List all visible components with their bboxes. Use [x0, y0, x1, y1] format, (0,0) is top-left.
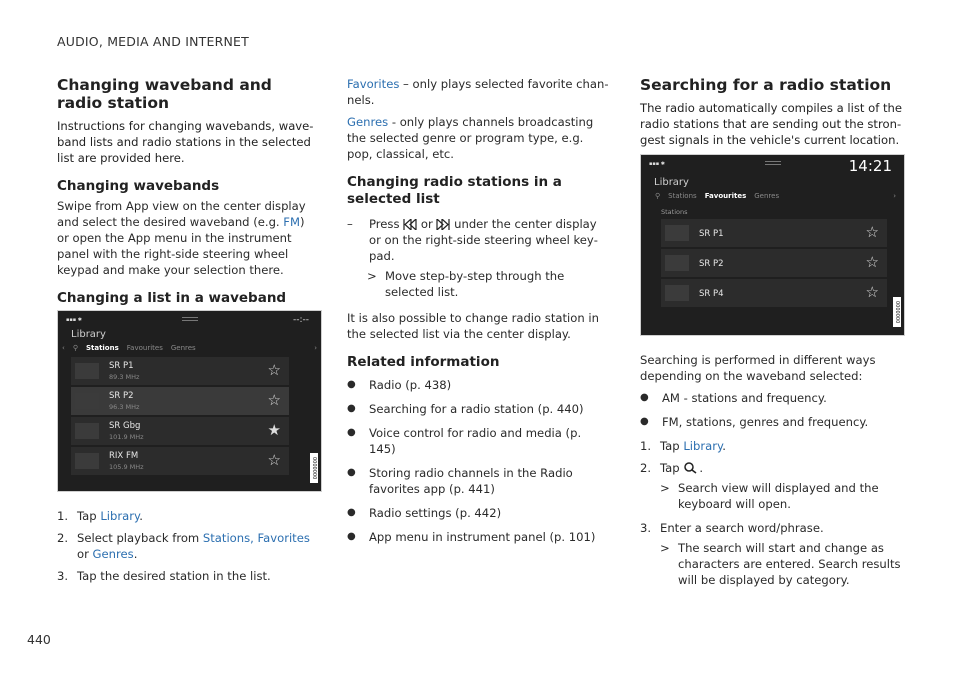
search-icon: ⚲ — [655, 192, 661, 200]
favorites-label: Favorites — [347, 77, 400, 91]
station-name: SR P2 — [699, 259, 724, 269]
step-item: 2. Select playback from Stations, Favorites or Genres. — [57, 531, 310, 561]
station-frequency: 105.9 MHz — [109, 463, 144, 471]
drag-handle — [765, 161, 781, 165]
tab-favourites: Favourites — [704, 192, 747, 200]
station-list — [661, 219, 887, 309]
image-code: 0000000 — [893, 297, 901, 327]
waveband-list — [640, 390, 902, 430]
station-thumbnail — [75, 393, 99, 409]
step-item: 2. Tap . — [640, 461, 703, 475]
star-outline-icon: ☆ — [267, 391, 281, 409]
station-thumbnail — [75, 423, 99, 439]
list-item — [71, 417, 289, 445]
column-2 — [347, 76, 609, 553]
step-item: 1. Tap Library. — [640, 439, 726, 453]
step-result: > Move step-by-step through the selected list. — [367, 269, 565, 299]
station-name: SR P2 — [109, 391, 134, 401]
list-item — [71, 357, 289, 385]
clock: 14:21 — [848, 157, 892, 175]
station-name: SR Gbg — [109, 421, 141, 431]
tab-stations: Stations — [85, 344, 119, 352]
running-header: AUDIO, MEDIA AND INTERNET — [57, 34, 249, 49]
station-frequency: 89.3 MHz — [109, 373, 140, 381]
station-name: SR P4 — [699, 289, 724, 299]
step-item: 3. Enter a search word/phrase. — [640, 521, 824, 535]
star-filled-icon: ★ — [267, 421, 281, 439]
station-name: SR P1 — [109, 361, 134, 371]
image-code: 0000000 — [310, 453, 318, 483]
column-3 — [640, 76, 902, 588]
section-title: Searching for a radio station — [640, 76, 892, 94]
list-item — [71, 447, 289, 475]
station-name: RIX FM — [109, 451, 139, 461]
radio-list-screenshot — [57, 310, 322, 492]
list-item — [661, 219, 887, 247]
radio-search-screenshot — [640, 154, 905, 336]
library-link: Library — [683, 439, 723, 453]
related-link[interactable]: ● Storing radio channels in the Radio favorites app (p. 441) — [347, 466, 573, 496]
station-frequency: 101.9 MHz — [109, 433, 144, 441]
also-paragraph: It is also possible to change radio station in the selected list via the center display. — [347, 311, 599, 341]
skip-back-icon — [403, 219, 417, 230]
heading-changing-wavebands: Changing wavebands — [57, 178, 220, 194]
column-1 — [57, 76, 319, 590]
station-thumbnail — [75, 453, 99, 469]
step-result: > Search view will displayed and the keyboard will open. — [660, 481, 879, 511]
search-icon — [683, 462, 699, 474]
signal-icon: ▪▪▪ ✱ — [649, 161, 665, 167]
star-outline-icon: ☆ — [267, 361, 281, 379]
list-item — [71, 387, 289, 415]
steps-list — [57, 508, 319, 584]
section-intro: Instructions for changing wavebands, waveband lists and radio stations in the selected list are provided here. — [57, 119, 314, 165]
station-thumbnail — [75, 363, 99, 379]
page-number: 440 — [27, 632, 51, 647]
dash-step: – Press or under the center display or on the right-side steering wheel keypad. — [347, 217, 598, 263]
genres-label: Genres — [347, 115, 389, 129]
heading-changing-list: Changing a list in a waveband — [57, 290, 287, 306]
search-steps — [640, 438, 902, 476]
related-link[interactable]: ● Voice control for radio and media (p. 145) — [347, 426, 582, 456]
tab-genres: Genres — [170, 344, 196, 352]
wavebands-paragraph: Swipe from App view on the center display and select the desired waveband (e.g. FM) or open the App menu in the instrument panel with the right-side steering wheel keypad and make your selection there. — [57, 199, 306, 277]
chevron-right-icon: › — [314, 344, 317, 352]
drag-handle — [182, 317, 198, 321]
star-outline-icon: ☆ — [865, 253, 879, 271]
station-thumbnail — [665, 285, 689, 301]
step-item: 1. Tap Library. — [57, 509, 143, 523]
step-item: 3. Tap the desired station in the list. — [57, 569, 271, 583]
list-item — [661, 249, 887, 277]
star-outline-icon: ☆ — [865, 223, 879, 241]
station-thumbnail — [665, 255, 689, 271]
station-name: SR P1 — [699, 229, 724, 239]
favorites-paragraph: Favorites – only plays selected favorite channels. — [347, 77, 609, 107]
genres-paragraph: Genres - only plays channels broadcasting the selected genre or program type, e.g. pop, classical, etc. — [347, 115, 594, 161]
step-result: > The search will start and change as characters are entered. Search results will be displayed by category. — [660, 541, 901, 587]
star-outline-icon: ☆ — [865, 283, 879, 301]
library-label: Library — [71, 329, 106, 340]
search-steps-cont — [640, 520, 902, 536]
chevron-left-icon: ‹ — [62, 344, 65, 352]
signal-icon: ▪▪▪ ✱ — [66, 317, 82, 323]
chevron-right-icon: › — [893, 192, 896, 200]
related-link[interactable]: ● App menu in instrument panel (p. 101) — [347, 530, 596, 544]
clock: --:-- — [292, 315, 309, 325]
tab-bar — [62, 344, 317, 352]
station-thumbnail — [665, 225, 689, 241]
list-item — [661, 279, 887, 307]
search-paragraph: Searching is performed in different ways depending on the waveband selected: — [640, 353, 876, 383]
tab-favourites: Favourites — [126, 344, 163, 352]
related-list — [347, 377, 609, 545]
tab-stations: Stations — [668, 192, 697, 200]
star-outline-icon: ☆ — [267, 451, 281, 469]
section-intro: The radio automatically compiles a list of the radio stations that are sending out the strongest signals in the vehicle's current location. — [640, 101, 903, 147]
search-icon: ⚲ — [72, 344, 78, 352]
skip-forward-icon — [436, 219, 450, 230]
list-item: ● FM, stations, genres and frequency. — [640, 415, 869, 429]
section-title: Changing waveband and radio station — [57, 76, 272, 112]
heading-changing-stations: Changing radio stations in a selected list — [347, 174, 562, 207]
list-item: ● AM - stations and frequency. — [640, 391, 827, 405]
related-link[interactable]: ● Searching for a radio station (p. 440) — [347, 402, 584, 416]
station-frequency: 96.3 MHz — [109, 403, 140, 411]
tab-genres: Genres — [754, 192, 780, 200]
library-label: Library — [654, 177, 689, 188]
fm-link: FM — [283, 215, 300, 229]
station-list — [71, 357, 289, 477]
tab-bar — [655, 192, 900, 200]
related-link[interactable]: ● Radio (p. 438) — [347, 378, 452, 392]
stations-section-label: Stations — [661, 208, 688, 216]
heading-related-information: Related information — [347, 354, 500, 370]
related-link[interactable]: ● Radio settings (p. 442) — [347, 506, 502, 520]
